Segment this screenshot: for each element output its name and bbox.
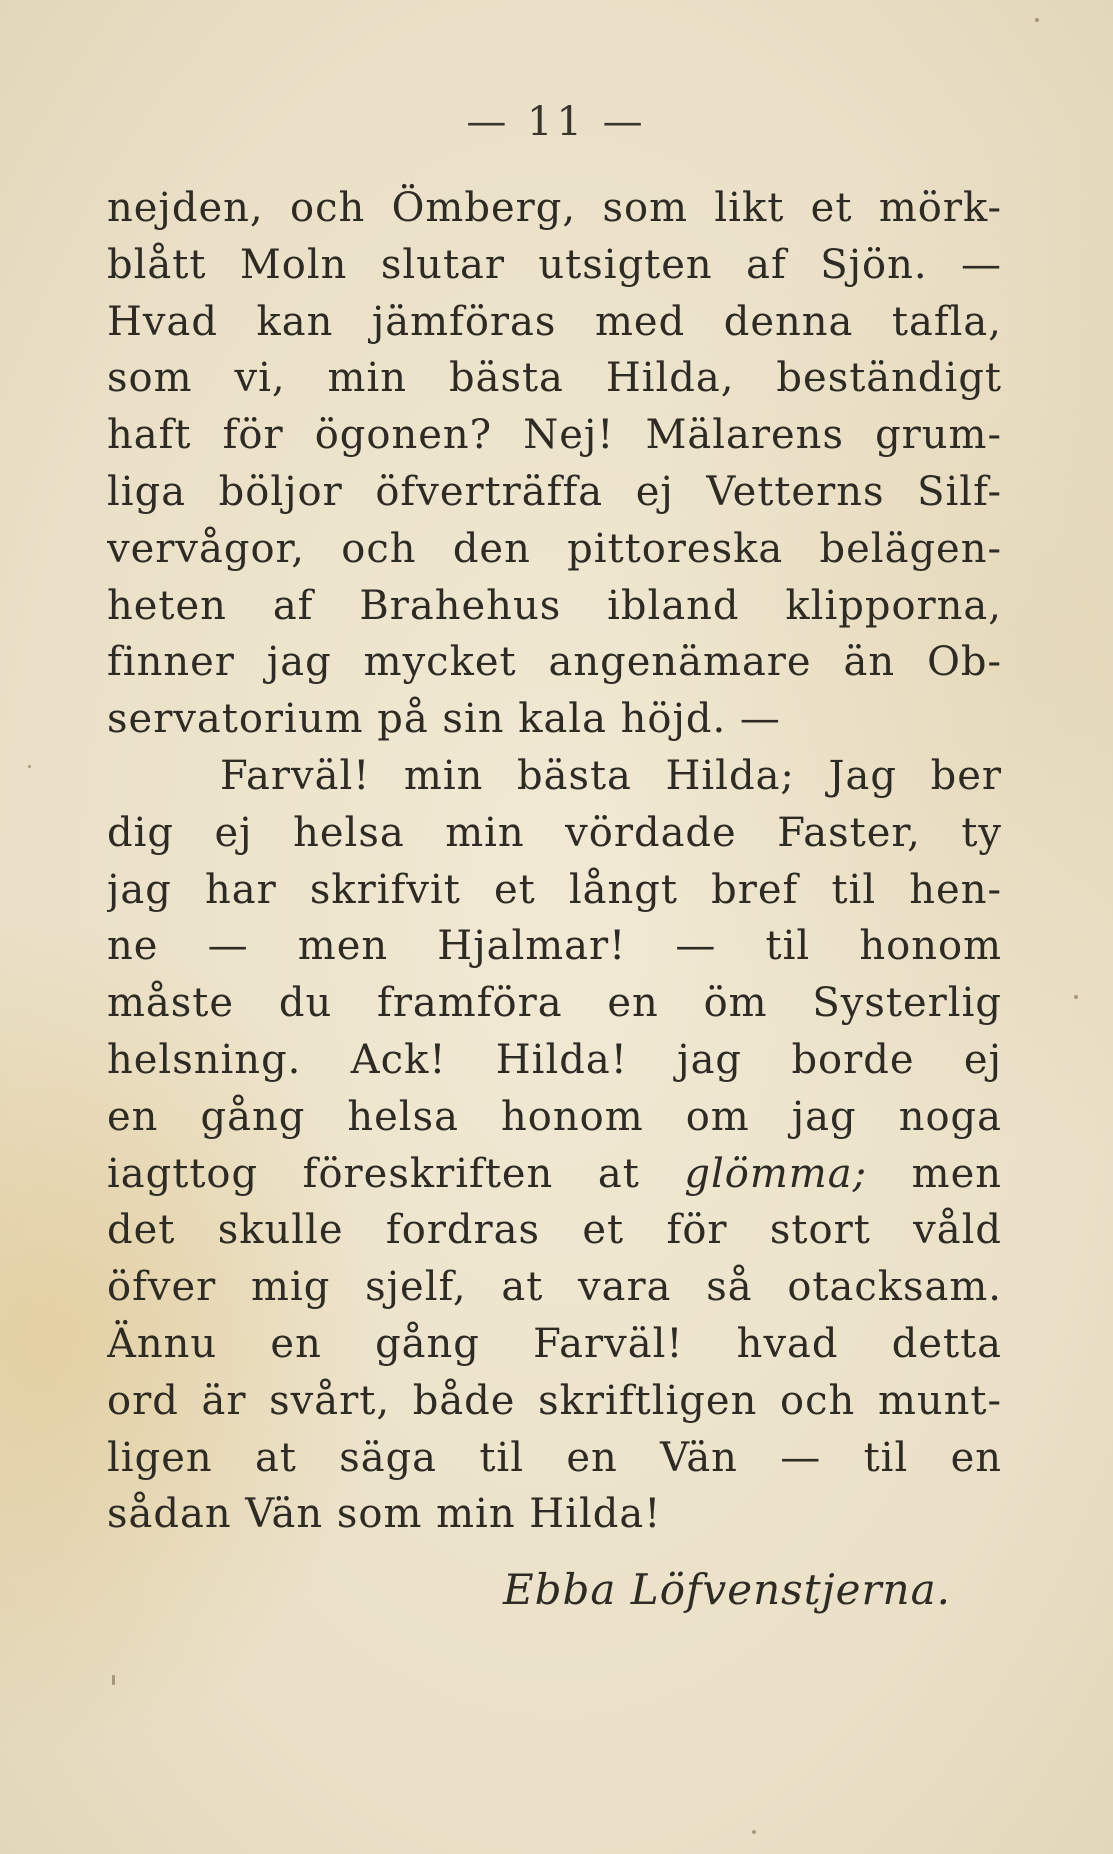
paper-speck bbox=[752, 1830, 756, 1834]
paper-speck bbox=[112, 1675, 115, 1685]
text-line-18-start: iagttog föreskriften at bbox=[107, 1150, 640, 1197]
text-line-18 bbox=[107, 1146, 1002, 1203]
text-line-17: en gång helsa honom om jag noga bbox=[107, 1093, 1002, 1140]
paper-speck bbox=[1035, 18, 1039, 22]
text-line-14: ne — men Hjalmar! — til honom bbox=[107, 923, 1002, 970]
text-line-5: haft för ögonen? Nej! Mälarens grum- bbox=[107, 412, 1002, 459]
text-line-13: jag har skrifvit et långt bref til hen- bbox=[107, 866, 1002, 913]
text-line-23: ligen at säga til en Vän — til en bbox=[107, 1434, 1002, 1481]
text-line-21: Ännu en gång Farväl! hvad detta bbox=[107, 1320, 1002, 1367]
page-number-header: — 11 — bbox=[466, 99, 647, 145]
text-line-9: finner jag mycket angenämare än Ob- bbox=[107, 639, 1002, 686]
text-line-6: liga böljor öfverträffa ej Vetterns Silf- bbox=[107, 468, 1002, 515]
paper-speck bbox=[1074, 995, 1078, 999]
text-line-15: måste du framföra en öm Systerlig bbox=[107, 980, 1002, 1027]
text-line-16: helsning. Ack! Hilda! jag borde ej bbox=[107, 1036, 1002, 1083]
emphasized-word: glömma; bbox=[684, 1150, 868, 1197]
text-line-18-end: men bbox=[911, 1150, 1002, 1197]
text-line-4: som vi, min bästa Hilda, beständigt bbox=[107, 355, 1002, 402]
text-line-7: vervågor, och den pittoreska belägen- bbox=[107, 525, 1002, 572]
text-line-12: dig ej helsa min vördade Faster, ty bbox=[107, 809, 1002, 856]
text-line-2: blått Moln slutar utsigten af Sjön. — bbox=[107, 241, 1002, 288]
text-line-19: det skulle fordras et för stort våld bbox=[107, 1207, 1002, 1254]
text-line-20: öfver mig sjelf, at vara så otacksam. bbox=[107, 1264, 1002, 1311]
text-line-10: servatorium på sin kala höjd. — bbox=[107, 696, 781, 743]
text-line-3: Hvad kan jämföras med denna tafla, bbox=[107, 298, 1002, 345]
text-line-22: ord är svårt, både skriftligen och munt- bbox=[107, 1377, 1002, 1424]
text-line-1: nejden, och Ömberg, som likt et mörk- bbox=[107, 185, 1002, 231]
letter-body bbox=[107, 180, 1002, 1543]
text-line-11: Farväl! min bästa Hilda; Jag ber bbox=[220, 752, 1002, 799]
text-line-24: sådan Vän som min Hilda! bbox=[107, 1491, 662, 1538]
signature: Ebba Löfvenstjerna. bbox=[502, 1565, 951, 1614]
text-line-8: heten af Brahehus ibland klipporna, bbox=[107, 582, 1002, 629]
paper-speck bbox=[28, 765, 31, 768]
